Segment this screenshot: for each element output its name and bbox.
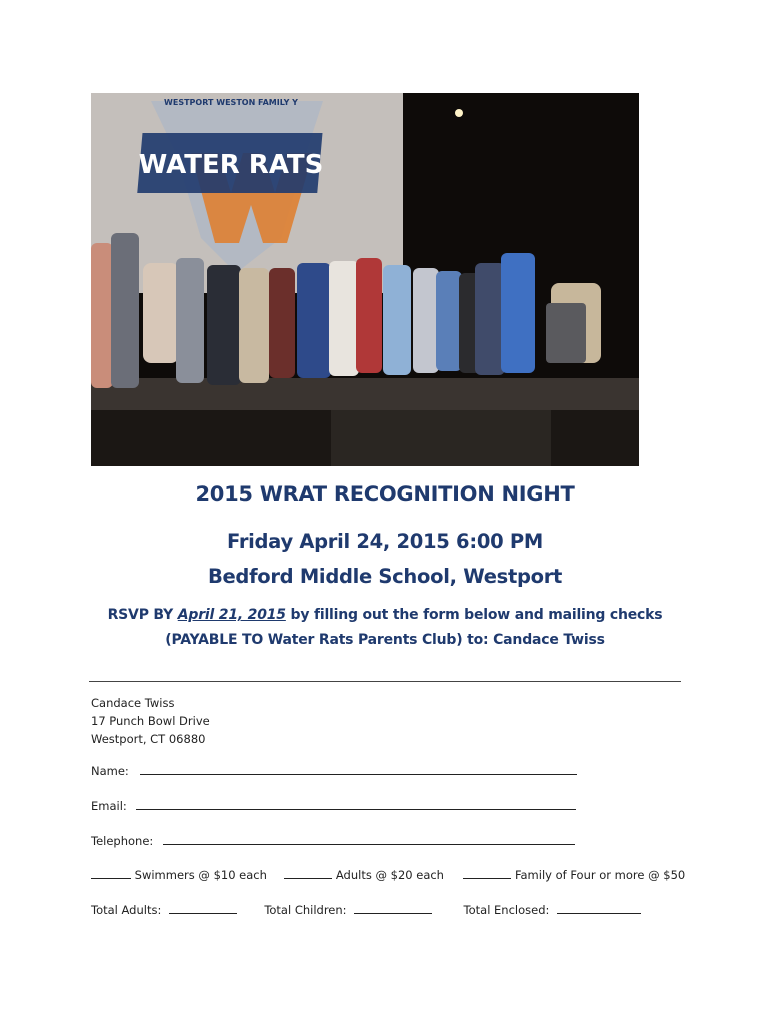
address-name: Candace Twiss [91,696,175,710]
family-label: Family of Four or more @ $50 [514,868,686,882]
rsvp-prefix: RSVP BY [107,607,174,623]
total-children-blank[interactable] [354,903,432,914]
rsvp-suffix: by filling out the form below and mailing checks [290,607,663,623]
address-street: 17 Punch Bowl Drive [91,714,210,728]
divider [89,681,681,682]
family-blank[interactable] [463,868,511,879]
telephone-label: Telephone: [91,834,154,848]
svg-text:WATER RATS: WATER RATS [138,150,324,180]
total-enclosed-blank[interactable] [557,903,641,914]
event-photo [91,93,639,466]
total-enclosed-label: Total Enclosed: [463,903,550,917]
event-title: 2015 WRAT RECOGNITION NIGHT [195,482,575,506]
rsvp-line-1 [0,607,770,623]
total-adults-label: Total Adults: [91,903,162,917]
name-blank[interactable] [140,764,577,775]
total-adults-blank[interactable] [169,903,237,914]
email-label: Email: [91,799,127,813]
address-city: Westport, CT 06880 [91,732,206,746]
email-blank[interactable] [136,799,576,810]
total-children-label: Total Children: [264,903,347,917]
telephone-row [91,834,575,848]
adults-blank[interactable] [284,868,332,879]
rsvp-line-2: (PAYABLE TO Water Rats Parents Club) to: Candace Twiss [165,632,605,648]
counts-row [91,868,685,882]
email-row [91,799,576,813]
rsvp-deadline: April 21, 2015 [177,607,286,623]
telephone-blank[interactable] [163,834,575,845]
event-date-time: Friday April 24, 2015 6:00 PM [227,530,543,553]
name-row [91,764,577,778]
event-location: Bedford Middle School, Westport [207,565,563,588]
swimmers-label: Swimmers @ $10 each [134,868,267,882]
svg-text:WESTPORT WESTON FAMILY Y: WESTPORT WESTON FAMILY Y [164,98,298,107]
totals-row [91,903,641,917]
adults-label: Adults @ $20 each [335,868,444,882]
swimmers-blank[interactable] [91,868,131,879]
name-label: Name: [91,764,129,778]
